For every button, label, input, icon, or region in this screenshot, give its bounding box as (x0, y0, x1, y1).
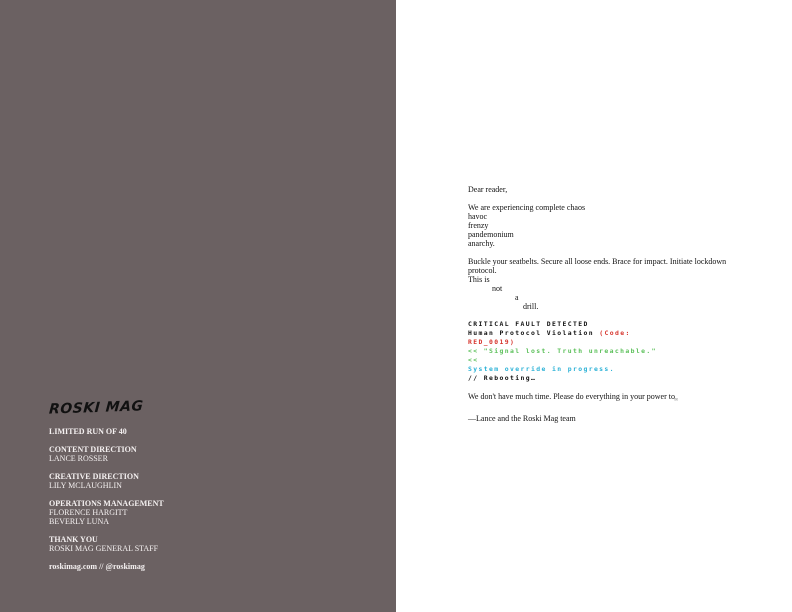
credits-block (49, 427, 349, 580)
code-prefix: (Code: (599, 329, 631, 337)
chaos-word: pandemonium (468, 230, 514, 239)
greeting: Dear reader, (468, 185, 508, 194)
violation-text: Human Protocol Violation (468, 329, 594, 337)
creative-direction (49, 472, 349, 490)
thanks-title: THANK YOU (49, 535, 98, 544)
rebooting-line: // Rebooting… (468, 374, 537, 382)
run-text: LIMITED RUN OF 40 (49, 427, 127, 436)
arrows-line: << (468, 356, 479, 364)
ops-title: OPERATIONS MANAGEMENT (49, 499, 164, 508)
chaos-word: frenzy (468, 221, 489, 230)
editor-letter (468, 185, 728, 423)
signature: —Lance and the Roski Mag team (468, 414, 576, 423)
drill-word: drill. (523, 302, 539, 311)
content-name: LANCE ROSSER (49, 454, 108, 463)
ops-name-2: BEVERLY LUNA (49, 517, 110, 526)
fault-header: CRITICAL FAULT DETECTED (468, 320, 589, 328)
chaos-word: havoc (468, 212, 488, 221)
ops-name-1: FLORENCE HARGITT (49, 508, 128, 517)
closing-text: We don't have much time. Please do everything in your power to (468, 392, 675, 401)
run-notice (49, 427, 349, 436)
thank-you (49, 535, 349, 553)
chaos-intro: We are experiencing complete chaos (468, 203, 586, 212)
not-word: not (492, 284, 503, 293)
signal-line: << "Signal lost. Truth unreachable." (468, 347, 657, 355)
code-value: RED_0019) (468, 338, 516, 346)
this-is: This is (468, 275, 490, 284)
content-direction (49, 445, 349, 463)
closing-line (468, 392, 728, 405)
cursor-glyph-icon: ∞ (673, 397, 679, 403)
content-title: CONTENT DIRECTION (49, 445, 137, 454)
web-handle[interactable] (49, 562, 349, 571)
website-link[interactable]: roskimag.com // @roskimag (49, 562, 145, 571)
chaos-word: anarchy. (468, 239, 495, 248)
a-word: a (515, 293, 519, 302)
roski-mag-logo: ROSKI MAG (48, 398, 145, 418)
thanks-name: ROSKI MAG GENERAL STAFF (49, 544, 159, 553)
operations-management (49, 499, 349, 526)
override-line: System override in progress. (468, 365, 615, 373)
creative-title: CREATIVE DIRECTION (49, 472, 139, 481)
buckle-paragraph: Buckle your seatbelts. Secure all loose ends. Brace for impact. Initiate lockdown protocol. (468, 257, 727, 275)
creative-name: LILY MCLAUGHLIN (49, 481, 122, 490)
violation-line (468, 329, 728, 338)
